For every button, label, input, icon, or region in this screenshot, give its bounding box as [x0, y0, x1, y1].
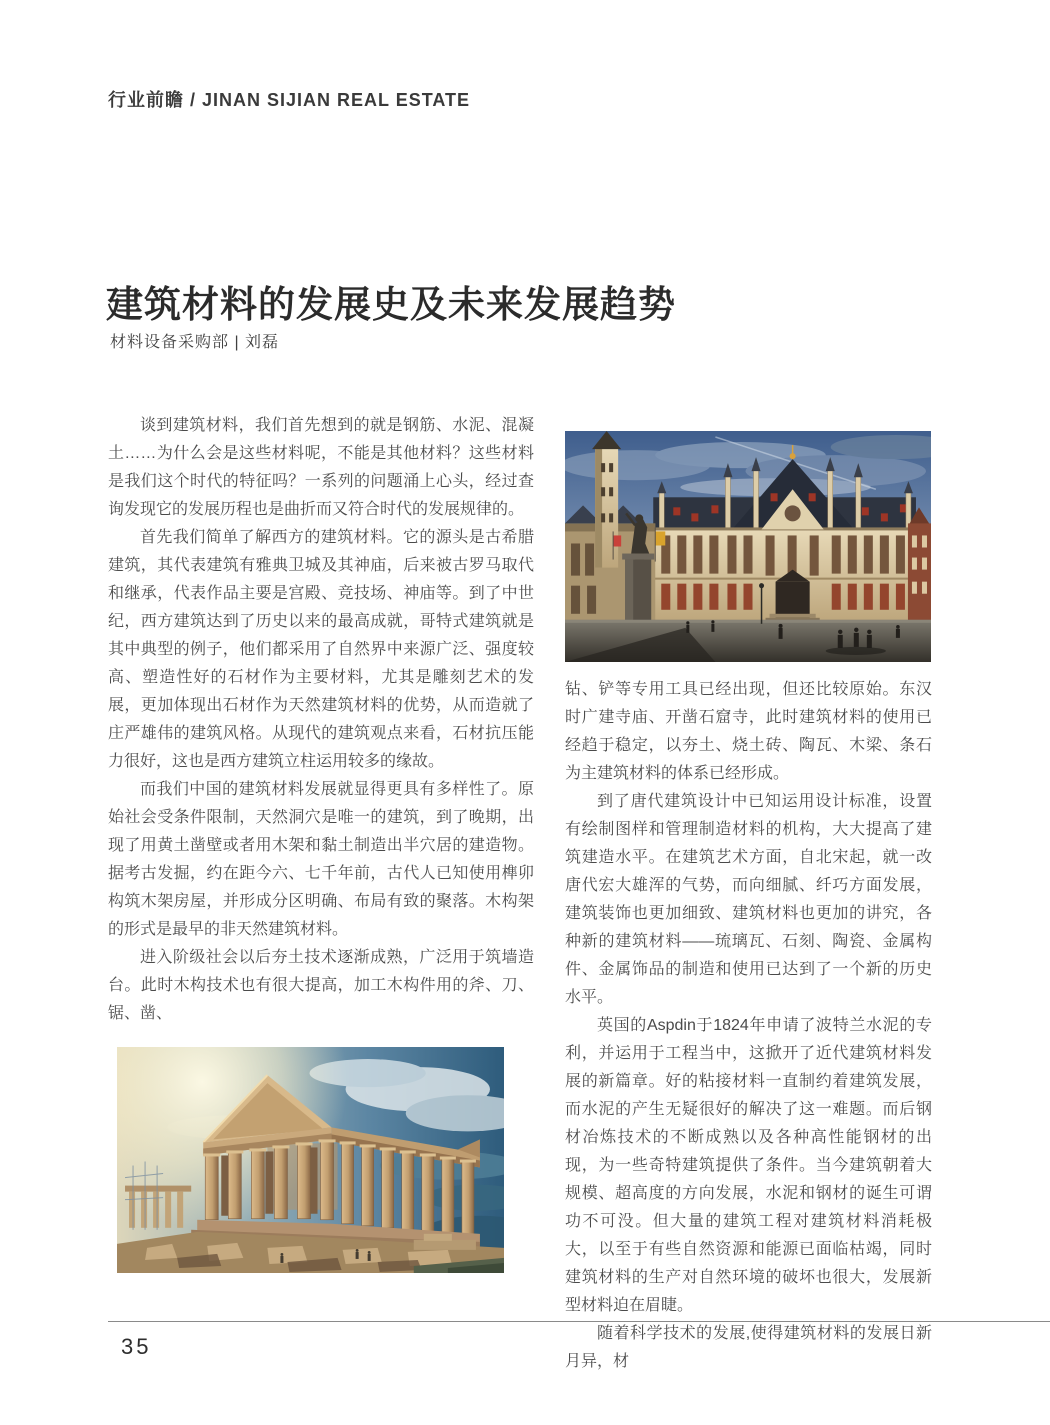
paragraph: 到了唐代建筑设计中已知运用设计标准，设置有绘制图样和管理制造材料的机构，大大提高了建筑建造水平。在建筑艺术方面，自北宋起，就一改唐代宏大雄浑的气势，而向细腻、纤巧方面发展，建筑装饰也更加细致、建筑材料也更加的讲究，各种新的建筑材料——琉璃瓦、石刻、陶瓷、金属构件、金属饰品的制造和使用已达到了一个新的历史水平。	[565, 793, 932, 1006]
paragraph: 谈到建筑材料，我们首先想到的就是钢筋、水泥、混凝土……为什么会是这些材料呢，不能是其他材料？这些材料是我们这个时代的特征吗？一系列的问题涌上心头，经过查询发现它的发展历程也是曲折而又符合时代的发展规律的。	[108, 417, 534, 518]
paragraph: 钻、铲等专用工具已经出现，但还比较原始。东汉时广建寺庙、开凿石窟寺，此时建筑材料的使用已经趋于稳定，以夯土、烧土砖、陶瓦、木梁、条石为主建筑材料的体系已经形成。	[565, 681, 932, 782]
paragraph: 英国的Aspdin于1824年申请了波特兰水泥的专利，并运用于工程当中，这掀开了近代建筑材料发展的新篇章。好的粘接材料一直制约着建筑发展，而水泥的产生无疑很好的解决了这一难题。而后钢材冶炼技术的不断成熟以及各种高性能钢材的出现，为一些奇特建筑提供了条件。当今建筑朝着大规模、超高度的方向发展，水泥和钢材的诞生可谓功不可没。但大量的建筑工程对建筑材料消耗极大，以至于有些自然资源和能源已面临枯竭，同时建筑材料的生产对自然环境的破坏也很大，发展新型材料迫在眉睫。	[565, 1017, 932, 1314]
article-byline: 材料设备采购部 | 刘磊	[110, 334, 280, 351]
paragraph: 随着科学技术的发展,使得建筑材料的发展日新月异，材	[565, 1325, 932, 1370]
paragraph: 首先我们简单了解西方的建筑材料。它的源头是古希腊建筑，其代表建筑有雅典卫城及其神庙，后来被古罗马取代和继承，代表作品主要是宫殿、竞技场、神庙等。到了中世纪，西方建筑达到了历史以来的最高成就，哥特式建筑就是其中典型的例子，他们都采用了自然界中来源广泛、强度较高、塑造性好的石材作为主要材料，尤其是雕刻艺术的发展，更加体现出石材作为天然建筑材料的优势，从而造就了庄严雄伟的建筑风格。从现代的建筑观点来看，石材抗压能力很好，这也是西方建筑立柱运用较多的缘故。	[108, 529, 534, 770]
footer-rule	[108, 1321, 1050, 1322]
gothic-building-photo	[565, 431, 931, 662]
paragraph: 而我们中国的建筑材料发展就显得更具有多样性了。原始社会受条件限制，天然洞穴是唯一的建筑，到了晚期，出现了用黄土凿壁或者用木架和黏土制造出半穴居的建造物。据考古发掘，约在距今六、七千年前，古代人已知使用榫卯构筑木架房屋，并形成分区明确、布局有致的聚落。木构架的形式是最早的非天然建筑材料。	[108, 781, 534, 938]
section-kicker: 行业前瞻 / JINAN SIJIAN REAL ESTATE	[108, 90, 471, 110]
right-text-column	[565, 676, 932, 1376]
paragraph: 进入阶级社会以后夯土技术逐渐成熟，广泛用于筑墙造台。此时木构技术也有很大提高，加工木构件用的斧、刀、锯、凿、	[108, 949, 534, 1022]
article-title: 建筑材料的发展史及未来发展趋势	[106, 282, 676, 326]
page-number: 35	[121, 1334, 152, 1359]
gothic-building-illustration	[565, 431, 931, 662]
parthenon-photo	[117, 1047, 504, 1273]
parthenon-illustration	[117, 1047, 504, 1273]
left-text-column	[108, 412, 534, 1028]
